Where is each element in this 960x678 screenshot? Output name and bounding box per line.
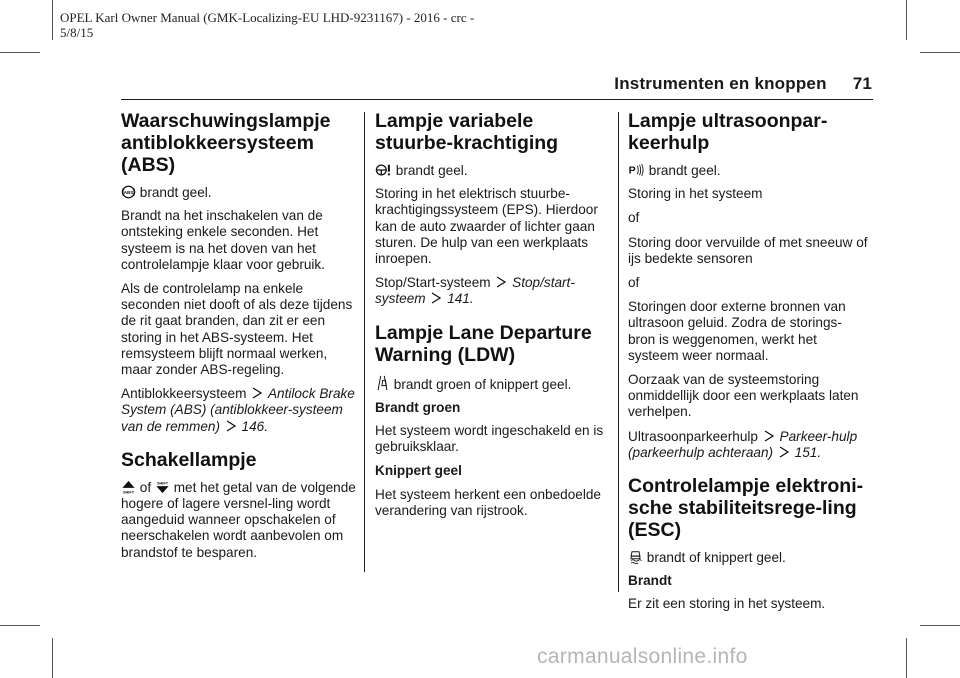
ldw-paragraph-2: Het systeem herkent een onbedoelde verandering van rijstrook. xyxy=(375,486,601,518)
document-header-line2: 5/8/15 xyxy=(60,25,94,40)
reference-arrow-icon xyxy=(779,446,789,458)
document-header-line1: OPEL Karl Owner Manual (GMK-Localizing-EU LHD-9231167) - 2016 - crc - xyxy=(60,10,475,25)
crop-mark xyxy=(52,638,53,678)
abs-heading: Waarschuwingslampje antiblokkeersysteem (ABS) xyxy=(121,110,331,176)
section-title: Instrumenten en knoppen xyxy=(614,74,827,93)
steering-warning-icon xyxy=(375,163,392,177)
abs-ref-lead: Antiblokkeersysteem xyxy=(121,386,247,402)
column-1 xyxy=(121,110,361,569)
reference-arrow-icon xyxy=(226,420,236,432)
park-ref-link[interactable]: Parkeer-hulp (parkeerhulp achteraan) xyxy=(628,428,858,460)
crop-mark xyxy=(906,0,907,40)
reference-arrow-icon xyxy=(252,387,262,399)
reference-arrow-icon xyxy=(431,292,441,304)
eps-icon-text: brandt geel. xyxy=(395,163,468,178)
ldw-subheading-green: Brandt groen xyxy=(375,399,461,415)
park-ref-lead: Ultrasoonparkeerhulp xyxy=(628,428,758,444)
park-paragraph-4: Oorzaak van de systeemstoring onmiddellijk door een werkplaats laten verhelpen. xyxy=(628,372,859,420)
park-paragraph-3: Storingen door externe bronnen van ultrasoon geluid. Zodra de storings-bron is weggenomen, werkt het systeem weer normaal. xyxy=(628,299,846,363)
watermark: carmanualsonline.info xyxy=(537,645,748,668)
park-paragraph-1: Storing in het systeem xyxy=(628,186,763,202)
crop-mark xyxy=(906,638,907,678)
park-ref-page[interactable]: 151. xyxy=(794,444,822,460)
abs-paragraph-2: Als de controlelamp na enkele seconden niet dooft of als deze tijdens de rit gaat branden, dan zit er een storing in het ABS-systeem. Het remsysteem blijft normaal werken, maar zonder ABS-regeling. xyxy=(121,281,353,378)
ldw-heading: Lampje Lane Departure Warning (LDW) xyxy=(375,321,592,366)
running-head xyxy=(614,74,872,94)
park-heading: Lampje ultrasoonpar-keerhulp xyxy=(628,110,828,154)
lane-departure-icon xyxy=(375,375,390,391)
abs-ref-link[interactable]: Antilock Brake System (ABS) (antiblokkeer-systeem van de remmen) xyxy=(121,386,355,434)
eps-heading: Lampje variabele stuurbe-krachtiging xyxy=(375,110,559,154)
crop-mark xyxy=(920,625,960,626)
park-or-1: of xyxy=(628,210,640,226)
shift-down-icon xyxy=(155,480,170,494)
ldw-icon-text: brandt groen of knippert geel. xyxy=(393,376,572,392)
abs-warning-icon xyxy=(121,185,136,199)
crop-mark xyxy=(52,0,53,40)
reference-arrow-icon xyxy=(764,430,774,442)
column-divider xyxy=(364,112,365,572)
shift-or: of xyxy=(139,479,152,495)
crop-mark xyxy=(920,52,960,53)
abs-ref-page[interactable]: 146. xyxy=(241,418,269,434)
park-assist-icon xyxy=(628,163,645,177)
ldw-paragraph-1: Het systeem wordt ingeschakeld en is gebruiksklaar. xyxy=(375,423,604,455)
esc-icon-text: brandt of knippert geel. xyxy=(646,550,786,566)
column-divider xyxy=(618,112,619,592)
crop-mark xyxy=(0,52,40,53)
shift-paragraph-1: met het getal van de volgende hogere of lagere versnel-ling wordt aangeduid wanneer opschakelen of neerschakelen wordt aanbevolen om brandstof te besparen. xyxy=(121,479,356,560)
svg-text:ABS: ABS xyxy=(123,190,134,196)
eps-ref-page[interactable]: 141. xyxy=(447,291,474,307)
abs-paragraph-1: Brandt na het inschakelen van de ontsteking enkele seconden. Het systeem is na het doven van het controlelampje klaar voor gebruik. xyxy=(121,208,326,272)
eps-paragraph-1: Storing in het elektrisch stuurbe-krachtigingssysteem (EPS). Hierdoor kan de auto zwaarder of lichter gaan sturen. De hulp van een werkplaats inroepen. xyxy=(375,186,598,267)
esc-subheading: Brandt xyxy=(628,573,672,589)
esc-heading: Controlelampje elektroni-sche stabiliteitsrege-ling (ESC) xyxy=(628,475,864,542)
svg-text:P: P xyxy=(628,164,636,177)
ldw-subheading-yellow: Knippert geel xyxy=(375,463,462,479)
column-3 xyxy=(628,110,868,621)
page-number: 71 xyxy=(852,74,872,93)
esc-icon xyxy=(628,550,643,564)
shift-heading: Schakellampje xyxy=(121,448,257,471)
column-2 xyxy=(375,110,615,527)
eps-ref-link[interactable]: Stop/start-systeem xyxy=(375,275,575,307)
header-rule xyxy=(121,99,873,100)
eps-ref-lead: Stop/Start-systeem xyxy=(375,275,491,291)
shift-up-icon xyxy=(121,480,136,494)
reference-arrow-icon xyxy=(496,276,506,288)
park-or-2: of xyxy=(628,275,640,291)
park-paragraph-2: Storing door vervuilde of met sneeuw of ijs bedekte sensoren xyxy=(628,234,868,266)
svg-text:SHIFT: SHIFT xyxy=(156,481,168,486)
abs-icon-text: brandt geel. xyxy=(139,185,212,200)
svg-text:SHIFT: SHIFT xyxy=(122,490,135,494)
document-header xyxy=(60,10,580,40)
crop-mark xyxy=(0,625,40,626)
park-icon-text: brandt geel. xyxy=(648,163,721,178)
esc-paragraph-1: Er zit een storing in het systeem. xyxy=(628,596,826,612)
